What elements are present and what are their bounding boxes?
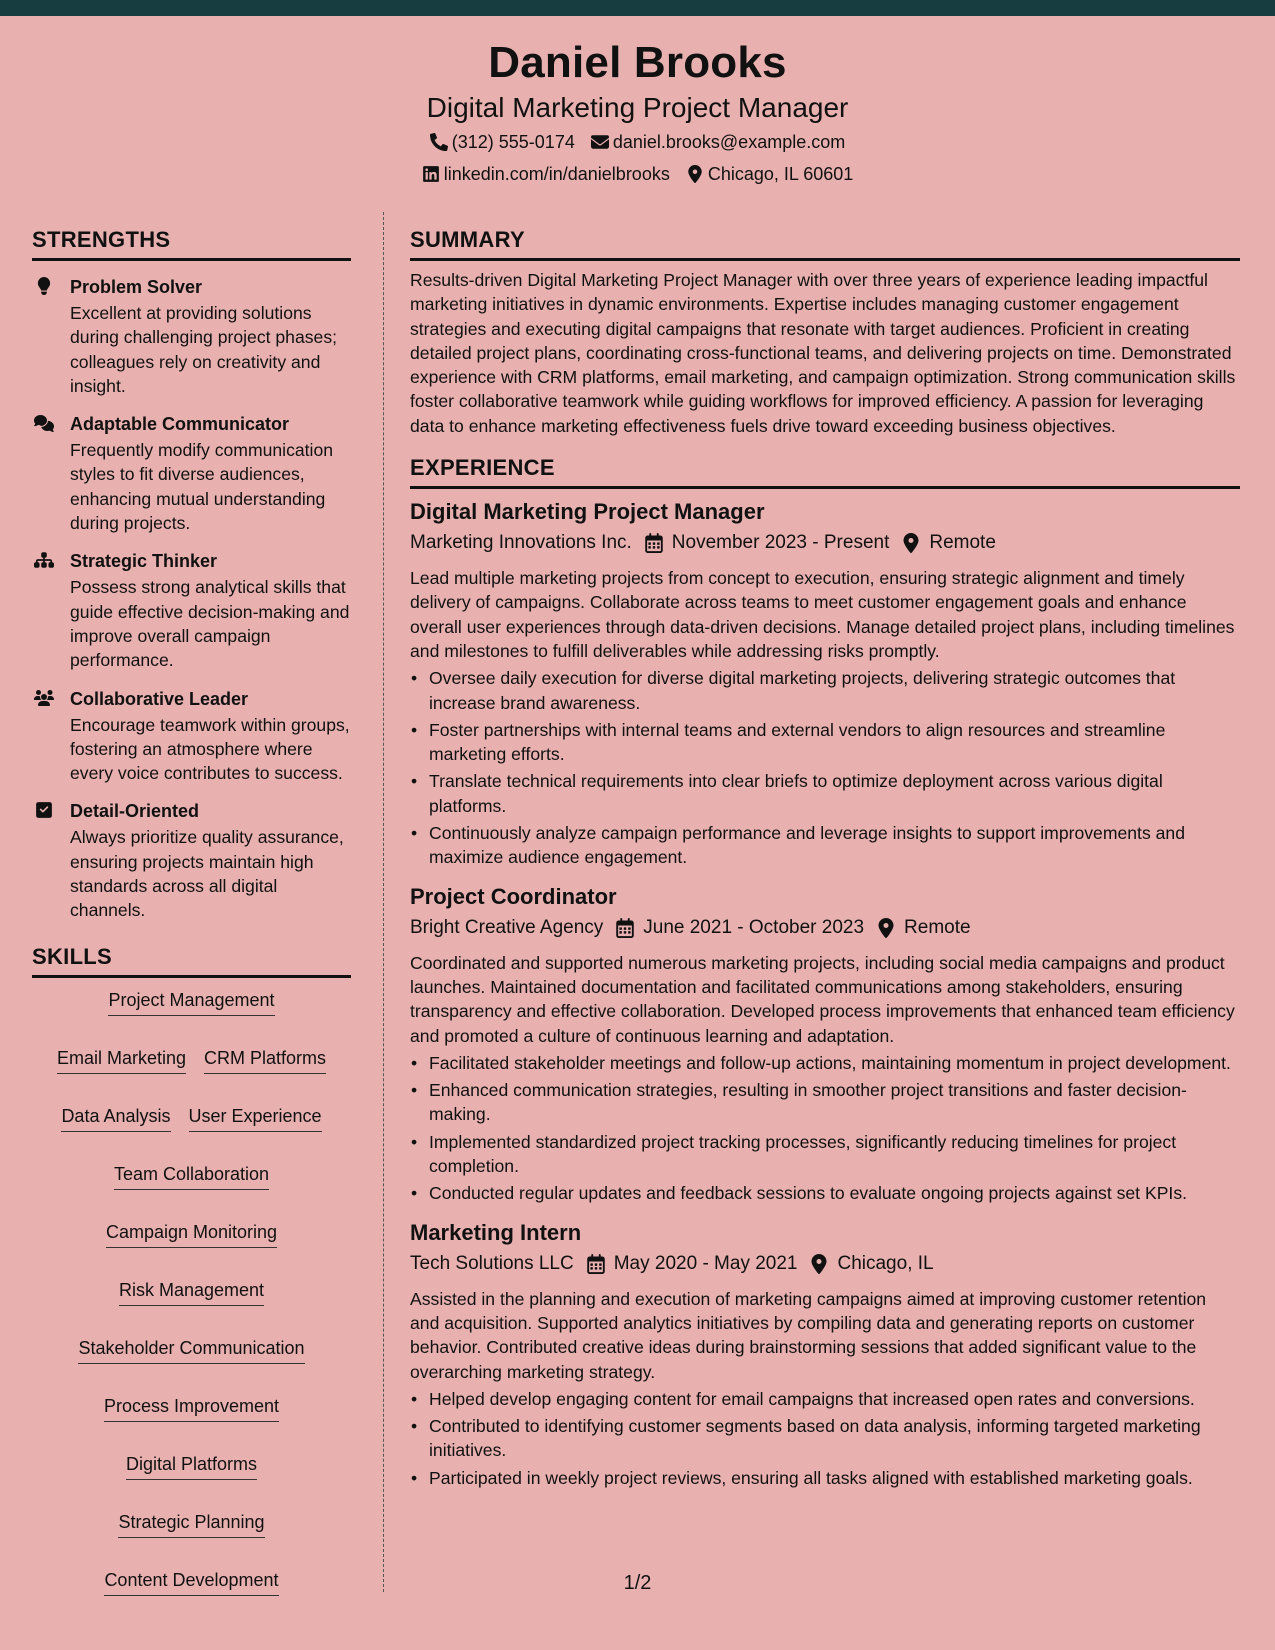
skill-tag: Stakeholder Communication [78,1336,304,1364]
skill-tag: Process Improvement [104,1394,279,1422]
skill-tag: Campaign Monitoring [106,1220,277,1248]
candidate-name: Daniel Brooks [488,38,787,87]
skill-tag: User Experience [189,1104,322,1132]
experience-section [410,452,1240,1490]
job-dates: June 2021 - October 2023 [643,916,865,938]
skills-section [32,941,351,1596]
job-dates: November 2023 - Present [671,532,890,554]
calendar-icon [644,533,664,553]
strength-desc: Always prioritize quality assurance, ensuring projects maintain high standards across all digital channels. [70,827,344,921]
job-bullet: • Foster partnerships with internal teams and external vendors to align resources and streamline marketing efforts. [410,718,1240,767]
skill-tag: Content Development [104,1568,278,1596]
job-dates: May 2020 - May 2021 [613,1252,798,1274]
sitemap-icon [32,549,56,571]
job-meta [410,1249,1240,1279]
skill-tag: CRM Platforms [204,1046,326,1074]
job-title: Project Coordinator [410,883,617,909]
location-contact [686,162,853,186]
email-contact[interactable] [591,130,845,154]
right-column [410,224,1240,1490]
skill-tag: Email Marketing [57,1046,186,1074]
job-bullets [410,1051,1240,1206]
phone-contact[interactable] [430,130,575,154]
job-title: Marketing Intern [410,1219,582,1245]
job-bullet: • Contributed to identifying customer segments based on data analysis, informing targeted marketing initiatives. [410,1414,1240,1463]
job-bullet: • Facilitated stakeholder meetings and follow-up actions, maintaining momentum in project development. [410,1051,1240,1075]
envelope-icon [591,133,609,151]
strength-desc: Encourage teamwork within groups, fostering an atmosphere where every voice contributes to success. [70,714,350,784]
phone-icon [430,133,448,151]
job-location: Remote [929,532,996,554]
column-divider [383,212,384,1592]
strength-item [32,799,351,922]
strengths-heading: STRENGTHS [32,224,351,261]
strength-item [32,275,351,398]
contact-row-2 [0,162,1275,186]
lightbulb-icon [32,275,56,297]
top-accent-bar [0,0,1275,16]
left-column [32,224,351,1596]
strength-desc: Frequently modify communication styles to fit diverse audiences, enhancing mutual understanding during projects. [70,440,334,534]
strength-desc: Possess strong analytical skills that guide effective decision-making and improve overall campaign performance. [70,577,350,671]
contact-row-1 [0,130,1275,154]
job-description: Lead multiple marketing projects from concept to execution, ensuring strategic alignment and timely delivery of campaigns. Collaborate across teams to meet customer engagement goals and enhance overall user experiences through data-driven decisions. Manage detailed project plans, including timelines and milestones to fulfill deliverables while addressing risks promptly. [410,568,1235,661]
strength-title: Detail-Oriented [70,801,200,822]
strength-title: Strategic Thinker [70,551,218,572]
job-bullets [410,666,1240,869]
job-company: Tech Solutions LLC [410,1252,574,1274]
strength-title: Adaptable Communicator [70,414,290,435]
candidate-title: Digital Marketing Project Manager [426,92,849,123]
job-bullets [410,1387,1240,1490]
skill-tag: Strategic Planning [118,1510,264,1538]
map-marker-icon [901,533,921,553]
job-bullet: • Helped develop engaging content for email campaigns that increased open rates and conversions. [410,1387,1240,1411]
summary-heading: SUMMARY [410,224,1240,261]
job-bullet: • Translate technical requirements into clear briefs to optimize deployment across various digital platforms. [410,769,1240,818]
job-entry [410,1218,1240,1490]
job-bullet: • Continuously analyze campaign performance and leverage insights to support improvements and maximize audience engagement. [410,821,1240,870]
users-icon [32,687,56,709]
strength-item [32,549,351,672]
email-text: daniel.brooks@example.com [612,132,846,152]
job-location: Remote [904,916,971,938]
job-location: Chicago, IL [837,1252,934,1274]
strength-title: Problem Solver [70,277,203,297]
job-meta [410,528,1240,558]
summary-section [410,224,1240,438]
job-description: Coordinated and supported numerous marketing projects, including social media campaigns and product launches. Maintained documentation and facilitated communications among stakeholders, ensuring transparency and effective collaboration. Developed process improvements that enhanced team efficiency and promoted a culture of continuous learning and adaptation. [410,952,1235,1046]
job-company: Marketing Innovations Inc. [410,532,632,554]
checkbox-icon [32,799,56,821]
skill-tag: Data Analysis [61,1104,170,1132]
job-entry [410,497,1240,870]
job-title: Digital Marketing Project Manager [410,499,765,525]
page-number: 1/2 [623,1572,652,1594]
calendar-icon [615,918,635,938]
comments-icon [32,412,56,434]
strength-title: Collaborative Leader [70,688,249,709]
job-entry [410,882,1240,1206]
map-marker-icon [876,918,896,938]
job-company: Bright Creative Agency [410,916,604,938]
map-marker-icon [809,1254,829,1274]
location-text: Chicago, IL 60601 [707,164,854,184]
calendar-icon [586,1254,606,1274]
skill-tag: Team Collaboration [114,1162,269,1190]
job-meta [410,913,1240,943]
resume-header [0,36,1275,186]
map-marker-icon [686,165,704,183]
linkedin-icon [422,165,440,183]
skills-heading: SKILLS [32,941,351,978]
strength-item [32,412,351,535]
skills-list [32,988,351,1596]
strength-item [32,687,351,786]
job-bullet: • Participated in weekly project reviews, ensuring all tasks aligned with established marketing goals. [410,1466,1240,1490]
skill-tag: Risk Management [119,1278,264,1306]
job-bullet: • Enhanced communication strategies, resulting in smoother project transitions and faster decision-making. [410,1078,1240,1127]
strengths-section [32,224,351,923]
linkedin-contact[interactable] [422,162,670,186]
strength-desc: Excellent at providing solutions during challenging project phases; colleagues rely on creativity and insight. [70,303,338,396]
job-bullet: • Oversee daily execution for diverse digital marketing projects, delivering strategic outcomes that increase brand awareness. [410,666,1240,715]
job-bullet: • Conducted regular updates and feedback sessions to evaluate ongoing projects against set KPIs. [410,1181,1240,1205]
skill-tag: Digital Platforms [126,1452,257,1480]
phone-text: (312) 555-0174 [451,132,575,152]
experience-heading: EXPERIENCE [410,452,1240,489]
summary-text: Results-driven Digital Marketing Project Manager with over three years of experience leading impactful marketing initiatives in dynamic environments. Expertise includes managing customer engagement strategies and executing digital campaigns that resonate with target audiences. Proficient in creating detailed project plans, coordinating cross-functional teams, and delivering projects on time. Demonstrated experience with CRM platforms, email marketing, and campaign optimization. Strong communication skills foster collaborative teamwork while guiding workflows for improved efficiency. A passion for leveraging data to enhance marketing effectiveness fuels drive toward exceeding business objectives. [410,270,1236,436]
job-description: Assisted in the planning and execution of marketing campaigns aimed at improving customer retention and acquisition. Supported analytics initiatives by compiling data and generating reports on customer behavior. Contributed creative ideas during brainstorming sessions that added significant value to the overarching marketing strategy. [410,1288,1207,1382]
skill-tag: Project Management [108,988,274,1016]
linkedin-text: linkedin.com/in/danielbrooks [443,164,670,184]
job-bullet: • Implemented standardized project tracking processes, significantly reducing timelines for project completion. [410,1130,1240,1179]
